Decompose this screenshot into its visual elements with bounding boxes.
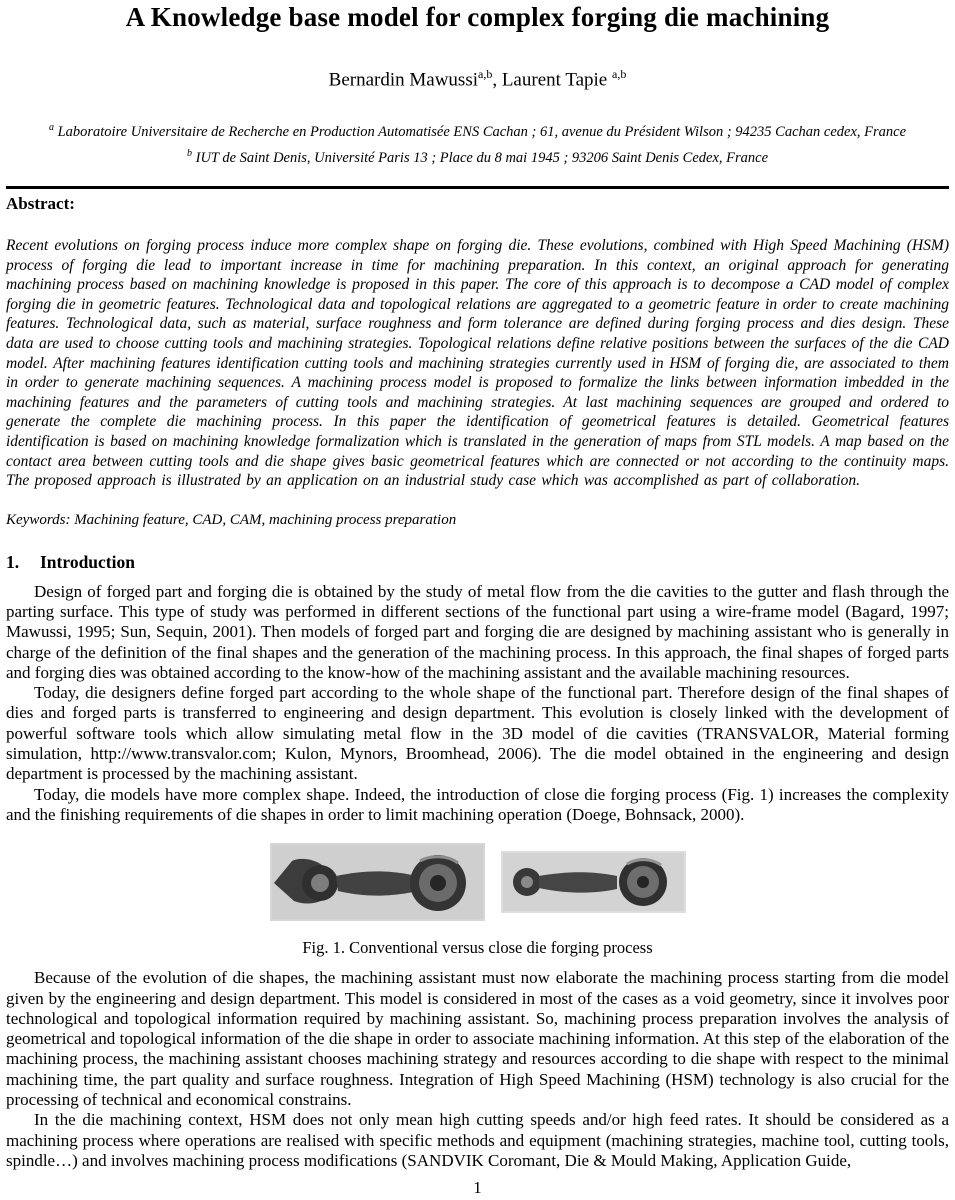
- intro-paragraph-4: Because of the evolution of die shapes, the machining assistant must now elaborate the machining process starting from die model given by the engineering and design department. This model is considered in most of the cases as a void geometry, since it involves poor technological and topological information required by machining assistant. So, machining process preparation involves the analysis of geometrical and topological information of the die shape in order to associate machining information. At this step of the elaboration of the machining process, the machining assistant chooses machining strategy and resources according to die shape with respect to the minimal machining time, the part quality and surface roughness. Integration of High Speed Machining (HSM) technology is also crucial for the processing of technical and economical constrains.: [6, 968, 949, 1110]
- conventional-forging-photo: [270, 843, 485, 926]
- intro-paragraph-5: In the die machining context, HSM does not only mean high cutting speeds and/or high feed rates. It should be considered as a machining process where operations are realised with specific methods and equipment (machining strategies, machine tool, cutting tools, spindle…) and involves machining process modifications (SANDVIK Coromant, Die & Mould Making, Application Guide,: [6, 1110, 949, 1170]
- affiliation-b-mark: b: [186, 148, 192, 160]
- close-die-forging-photo: [501, 851, 686, 918]
- header-divider-rule: [6, 186, 949, 189]
- affiliations-block: [6, 117, 949, 169]
- affiliation-a-text: Laboratoire Universitaire de Recherche en Production Automatisée ENS Cachan ; 61, avenue du Président Wilson ; 94235 Cachan cedex, France: [53, 124, 907, 141]
- section-1-number: 1.: [6, 551, 20, 572]
- abstract-heading: Abstract:: [6, 193, 75, 213]
- affiliation-a: [6, 117, 949, 143]
- author-2-affiliation-marks: a,b: [612, 67, 627, 81]
- intro-paragraph-3: Today, die models have more complex shape. Indeed, the introduction of close die forging process (Fig. 1) increases the complexity and the finishing requirements of die shapes in order to limit machining operation (Doege, Bohnsack, 2000).: [6, 784, 949, 824]
- authors-line: [6, 67, 949, 91]
- page-number: 1: [473, 1178, 482, 1197]
- author-1-name: Bernardin Mawussi: [328, 69, 478, 91]
- author-separator: ,: [492, 69, 502, 91]
- intro-paragraph-1: Design of forged part and forging die is obtained by the study of metal flow from the die cavities to the gutter and flash through the parting surface. This type of study was performed in different sections of the functional part using a wire-frame model (Bagard, 1997; Mawussi, 1995; Sun, Sequin, 2001). Then models of forged part and forging die are designed by machining assistant who is generally in charge of the definition of the final shapes and the generation of the machining process. In this approach, the final shapes of forged parts and forging dies was obtained according to the know-how of the machining assistant and the available machining resources.: [6, 581, 949, 682]
- section-1-title: Introduction: [40, 551, 135, 572]
- affiliation-b: [6, 143, 949, 169]
- figure-1-caption: Fig. 1. Conventional versus close die forging process: [302, 938, 653, 958]
- affiliation-b-text: IUT de Saint Denis, Université Paris 13 ; Place du 8 mai 1945 ; 93206 Saint Denis Cedex, France: [191, 149, 769, 166]
- figure-1: [6, 843, 949, 926]
- author-1-affiliation-marks: a,b: [478, 67, 493, 81]
- paper-title: A Knowledge base model for complex forging die machining: [125, 2, 830, 32]
- section-1-heading: [6, 552, 949, 573]
- keywords-line: Keywords: Machining feature, CAD, CAM, machining process preparation: [6, 511, 457, 528]
- intro-paragraph-2: Today, die designers define forged part according to the whole shape of the functional part. Therefore design of the final shapes of dies and forged parts is transferred to engineering and design department. This evolution is closely linked with the development of powerful software tools which allow simulating metal flow in the 3D model of die cavities (TRANSVALOR, Material forming simulation, http://www.transvalor.com; Kulon, Mynors, Broomhead, 2006). The die model obtained in the engineering and design department is processed by the machining assistant.: [6, 683, 949, 784]
- affiliation-a-mark: a: [48, 122, 54, 134]
- abstract-text: Recent evolutions on forging process induce more complex shape on forging die. These evolutions, combined with High Speed Machining (HSM) process of forging die lead to important increase in time for machining preparation. In this context, an original approach for generating machining process based on machining knowledge is proposed in this paper. The core of this approach is to decompose a CAD model of complex forging die in geometric features. Technological data and topological relations are aggregated to a geometric feature in order to create machining features. Technological data, such as material, surface roughness and form tolerance are defined during forging process and dies design. These data are used to choose cutting tools and machining strategies. Topological relations define relative positions between the surfaces of the die CAD model. After machining features identification cutting tools and machining strategies currently used in HSM of forging die, are associated to them in order to generate machining sequences. A machining process model is proposed to formalize the links between information imbedded in the machining features and the parameters of cutting tools and machining strategies. At last machining sequences are grouped and ordered to generate the complete die machining process. In this paper the identification of geometrical features is detailed. Geometrical features identification is based on machining knowledge formalization which is translated in the generation of maps from STL models. A map based on the contact area between cutting tools and die shape gives basic geometrical features which are connected or not according to the continuity maps. The proposed approach is illustrated by an application on an industrial study case which was accomplished as part of collaboration.: [6, 236, 949, 490]
- author-2-name: Laurent Tapie: [501, 69, 608, 91]
